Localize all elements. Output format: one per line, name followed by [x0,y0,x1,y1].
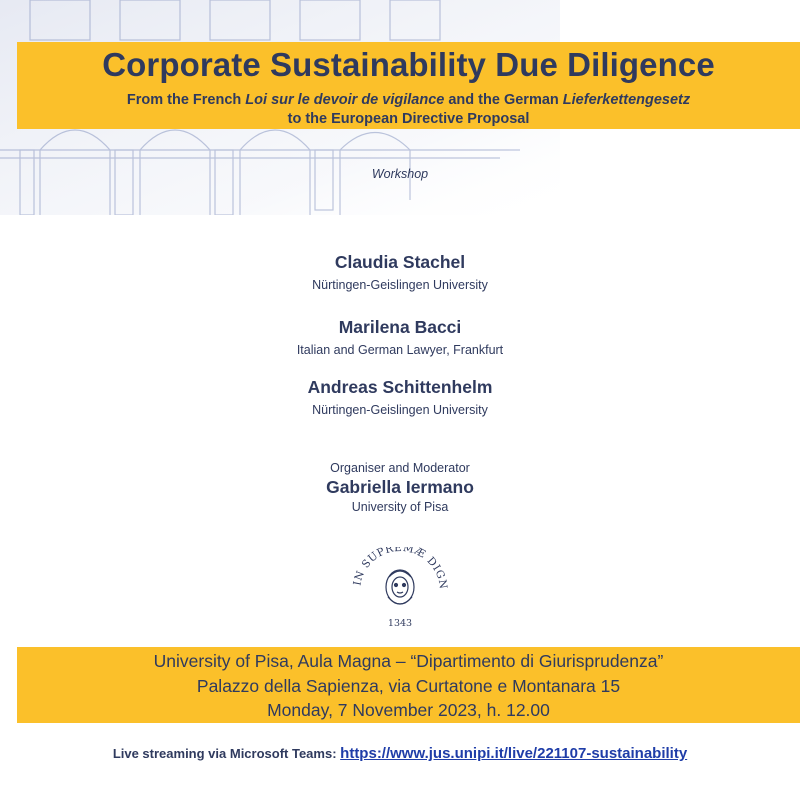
speaker-name: Claudia Stachel [334,252,466,272]
speaker-3 [0,376,800,419]
speaker-2 [0,316,800,359]
svg-text:IN SUPREMÆ DIGNITATIS: IN SUPREMÆ DIGN [351,547,450,591]
page-title: Corporate Sustainability Due Diligence [102,46,715,83]
subtitle-line-1 [17,91,800,110]
organiser [0,460,800,516]
speaker-name: Andreas Schittenhelm [307,377,493,397]
event-type: Workshop [371,167,429,181]
speaker-affiliation: Italian and German Lawyer, Frankfurt [296,343,504,357]
subtitle-line-2: to the European Directive Proposal [287,111,530,127]
speaker-1 [0,251,800,294]
organiser-affiliation: University of Pisa [351,500,449,514]
seal-year: 1343 [387,618,413,629]
speaker-affiliation: Nürtingen-Geislingen University [312,403,488,417]
subtitle-italic-french-law: Loi sur le devoir de vigilance [245,92,445,108]
subtitle-text-a: From the French [126,92,246,108]
streaming-link[interactable]: https://www.jus.unipi.it/live/221107-sustainability [340,745,688,762]
streaming-info [0,745,800,762]
page-subtitle [17,91,800,129]
venue-date-time: Monday, 7 November 2023, h. 12.00 [267,700,550,720]
organiser-name: Gabriella Iermano [326,477,474,497]
streaming-label: Live streaming via Microsoft Teams: [112,746,341,761]
subtitle-italic-german-law: Lieferkettengesetz [562,92,691,108]
speaker-name: Marilena Bacci [338,317,462,337]
speaker-affiliation: Nürtingen-Geislingen University [312,278,488,292]
university-seal-logo [345,547,455,629]
venue-line-1: University of Pisa, Aula Magna – “Dipartimento di Giurisprudenza” [153,651,664,671]
organiser-role: Organiser and Moderator [330,461,470,475]
subtitle-text-b: and the German [444,92,563,108]
venue-line-2: Palazzo della Sapienza, via Curtatone e Montanara 15 [196,676,621,696]
